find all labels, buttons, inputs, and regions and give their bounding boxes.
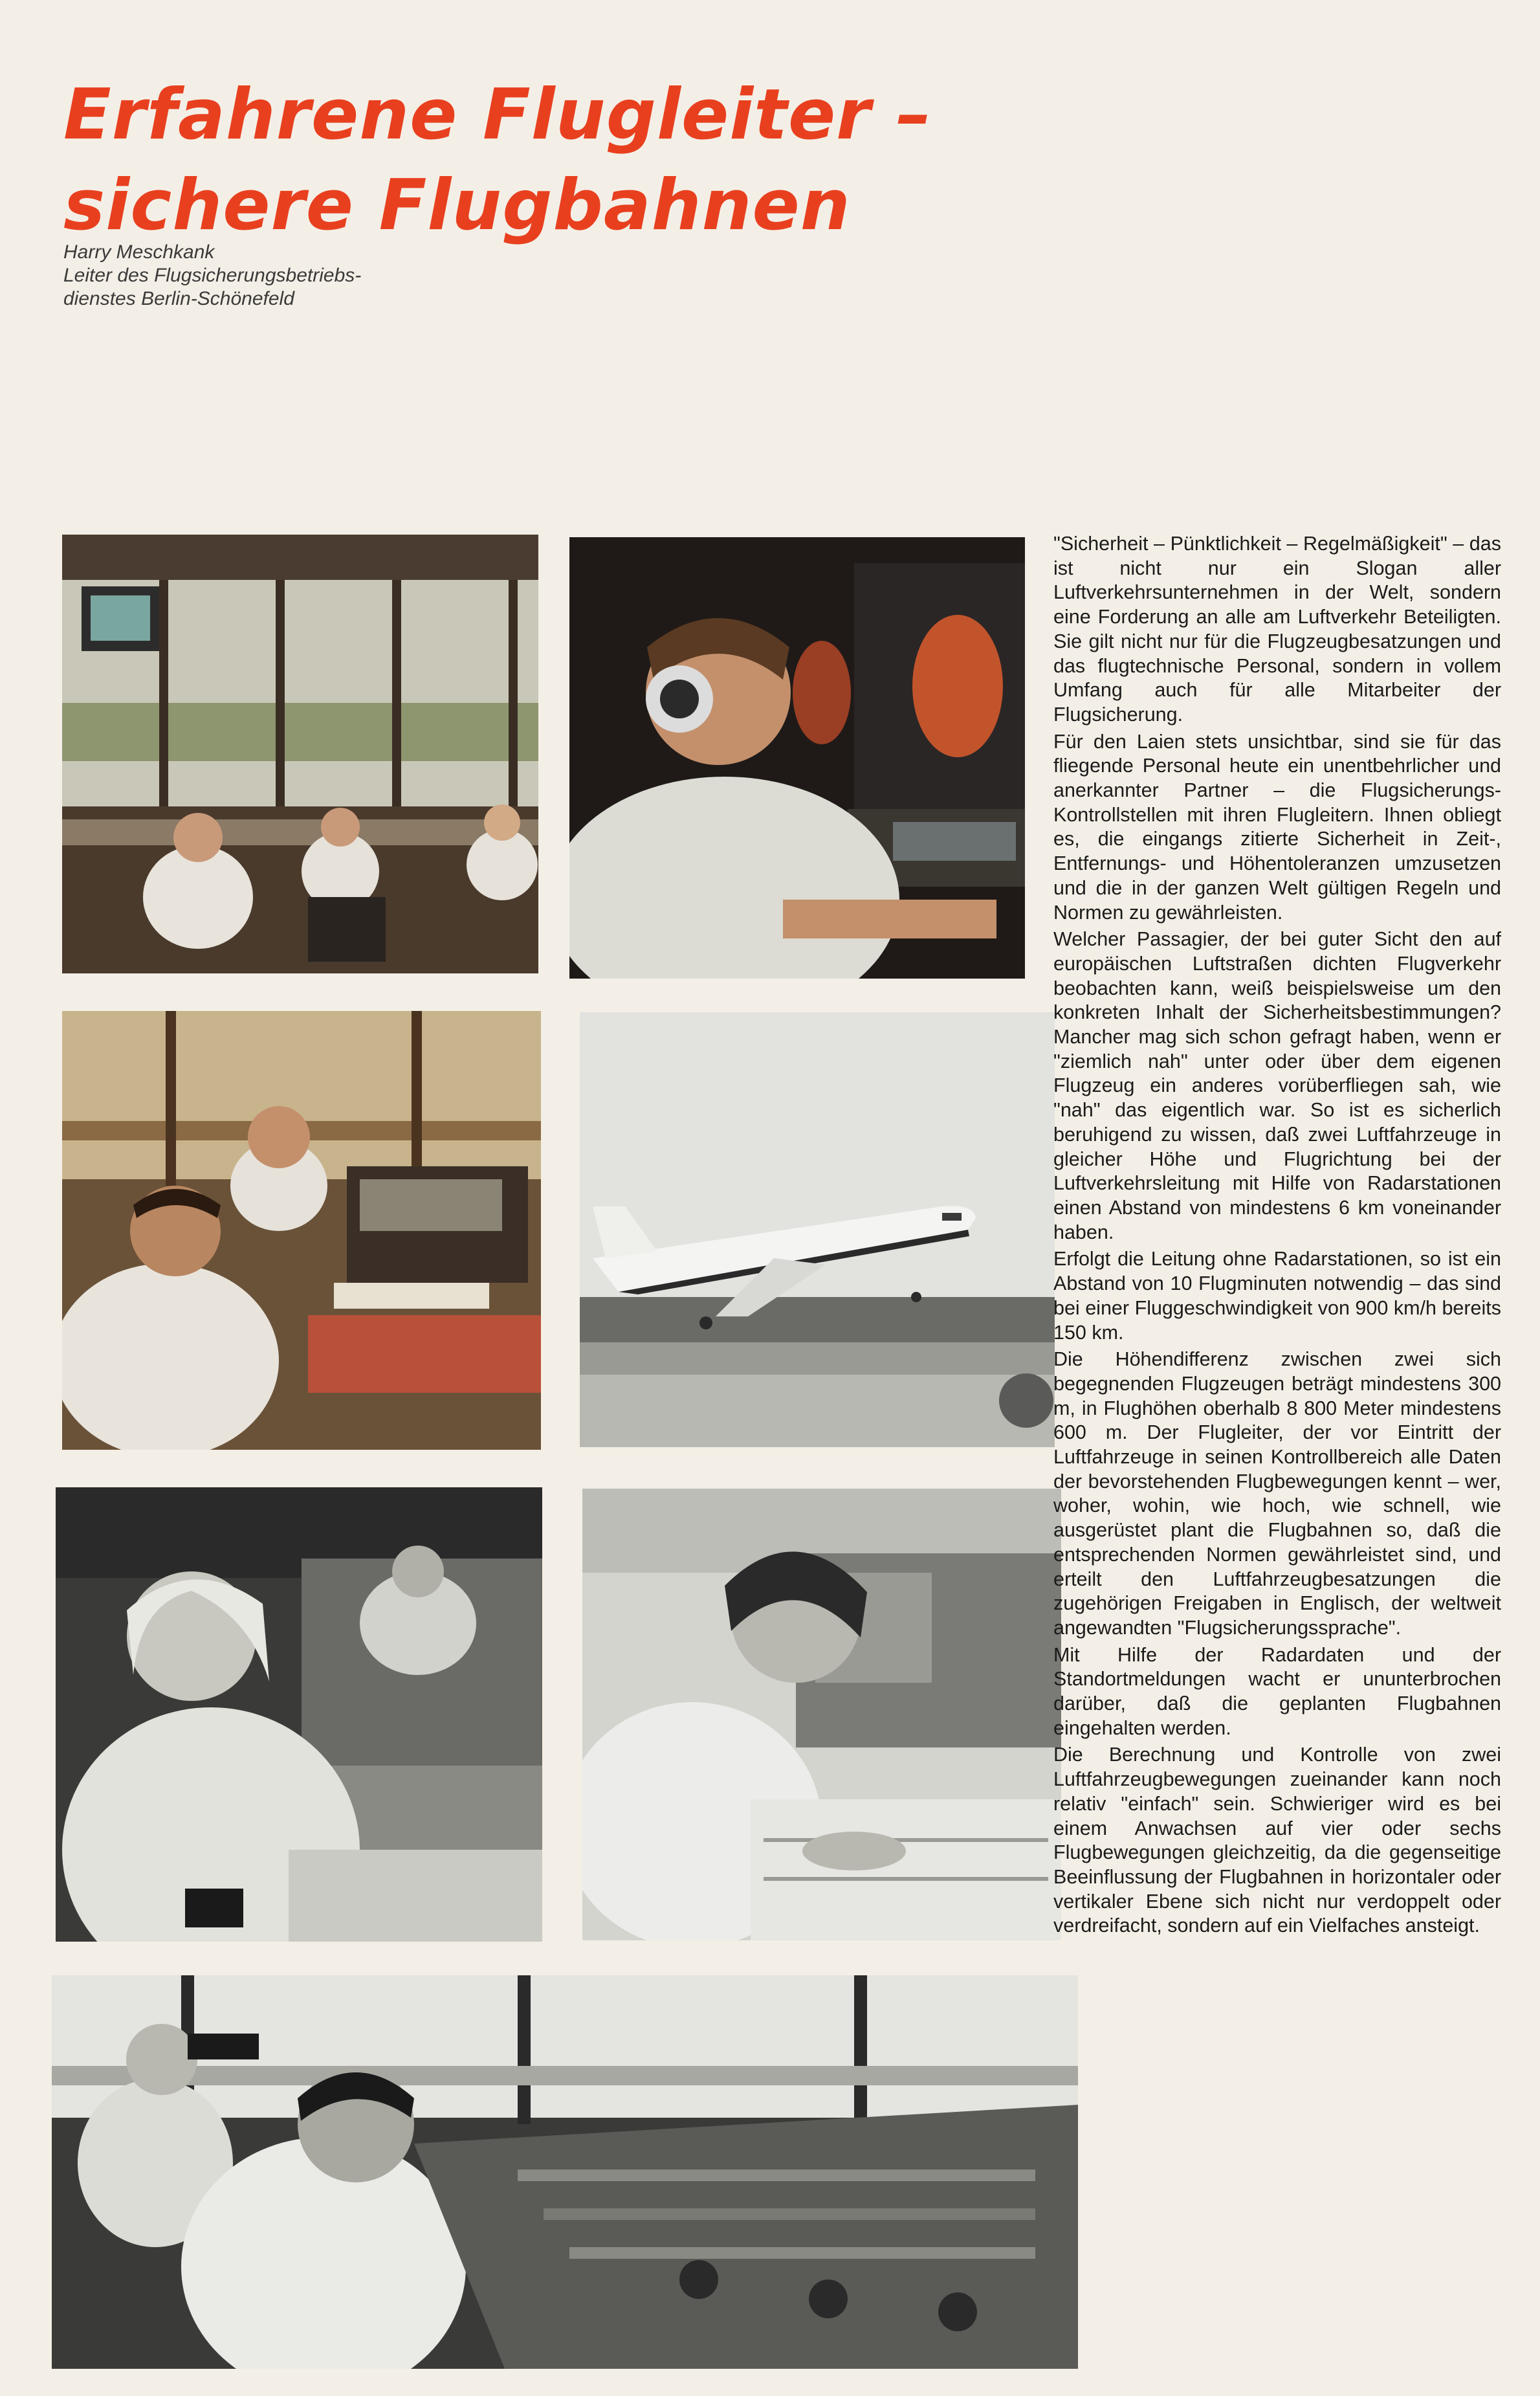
article-paragraph: Für den Laien stets unsichtbar, sind sie für das fliegende Personal heute ein unentbehrlicher und anerkannter Partner – die Flugsicherungs-Kontrollstellen mit ihren Flugleitern. Ihnen obliegt es, die eingangs zitierte Sicherheit in Zeit-, Entfernungs- und Höhentoleranzen umzusetzen und die in der ganzen Welt gültigen Regeln und Normen zu gewährleisten. [1053, 730, 1501, 924]
title-line-1: Erfahrene Flugleiter – [63, 74, 932, 155]
photo-control-desk-binoculars [52, 1975, 1078, 2369]
article-paragraph: Die Berechnung und Kontrolle von zwei Luftfahrzeugbewegungen zueinander kann noch relativ "einfach" sein. Schwieriger wird es bei einem Anwachsen auf vier oder sechs Flugbewegungen gleichzeitig, da die gegenseitige Beeinflussung der Flugbahnen in horizontaler oder vertikaler Ebene sich nicht nur verdoppelt oder verdreifacht, sondern auf ein Vielfaches ansteigt. [1053, 1744, 1501, 1937]
photo-airliner-takeoff [580, 1012, 1055, 1447]
author-name: Harry Meschkank [63, 241, 215, 263]
photo-female-controller [56, 1487, 542, 1942]
title-line-2: sichere Flugbahnen [63, 165, 851, 246]
author-role-line-1: Leiter des Flugsicherungsbetriebs- [63, 265, 362, 286]
photo-radar-operator [569, 537, 1025, 979]
article-paragraph: "Sicherheit – Pünktlichkeit – Regelmäßigkeit" – das ist nicht nur ein Slogan aller Luftverkehrsunternehmen in der Welt, sondern eine Forderung an alle am Luftverkehr Beteiligten. Sie gilt nicht nur für die Flugzeugbesatzungen und das flugtechnische Personal, sondern in vollem Umfang auch für alle Mitarbeiter der Flugsicherung. [1053, 533, 1501, 726]
photo-controller-writing [582, 1489, 1061, 1940]
article-paragraph: Welcher Passagier, der bei guter Sicht den auf europäischen Luftstraßen dichten Flugverkehr beobachten kann, weiß beispielsweise um den konkreten Inhalt der Sicherheitsbestimmungen? Mancher mag sich schon gefragt haben, wenn er "ziemlich nah" unter oder über dem eigenen Flugzeug ein anderes vorüberfliegen sah, wie "nah" das eigentlich war. So ist es sicherlich beruhigend zu wissen, daß zwei Luftfahrzeuge in gleicher Höhe und Flugrichtung bei der Luftverkehrsleitung mit Hilfe von Radarstationen einen Abstand von mindestens 6 km voneinander haben. [1053, 928, 1501, 1243]
article-paragraph: Erfolgt die Leitung ohne Radarstationen, so ist ein Abstand von 10 Flugminuten notwendig – das sind bei einer Fluggeschwindigkeit von 900 km/h bereits 150 km. [1053, 1248, 1501, 1344]
article-title [63, 70, 969, 251]
photo-controllers-telephone [62, 1011, 541, 1450]
byline [63, 241, 516, 311]
article-paragraph: Die Höhendifferenz zwischen zwei sich begegnenden Flugzeugen beträgt mindestens 300 m, in Flughöhen oberhalb 8 800 Meter mindestens 600 m. Der Flugleiter, der vor Eintritt der Luftfahrzeuge in seinen Kontrollbereich alle Daten der bevorstehenden Flugbewegungen kennt – wer, woher, wohin, wie hoch, wie schnell, wie ausgerüstet plant die Flugbahnen so, daß die entsprechenden Normen gewährleistet sind, und erteilt den Luftfahrzeugbesatzungen die zugehörigen Freigaben in Englisch, der weltweit angewandten "Flugsicherungssprache". [1053, 1348, 1501, 1639]
article-body [1053, 532, 1501, 1941]
article-paragraph: Mit Hilfe der Radardaten und der Standortmeldungen wacht er ununterbrochen darüber, daß die geplanten Flugbahnen eingehalten werden. [1053, 1643, 1501, 1739]
author-role-line-2: dienstes Berlin-Schönefeld [63, 288, 294, 309]
photo-tower-control-room [62, 535, 538, 973]
